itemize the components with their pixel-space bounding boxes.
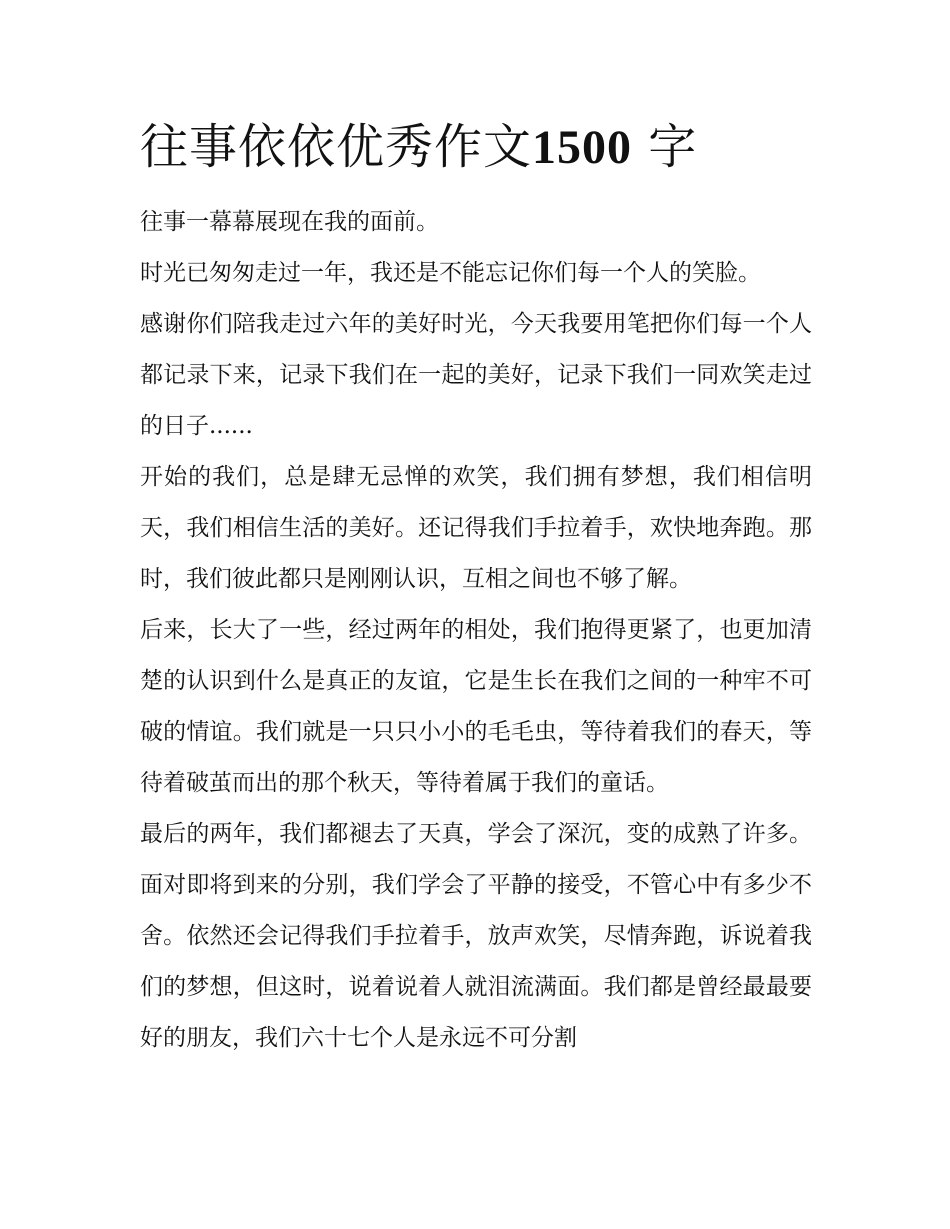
paragraph-2: 时光已匆匆走过一年，我还是不能忘记你们每一个人的笑脸。 <box>140 260 761 286</box>
page-title <box>140 112 812 183</box>
paragraph-6: 最后的两年，我们都褪去了天真，学会了深沉，变的成熟了许多。面对即将到来的分别，我们学会了平静的接受，不管心中有多少不舍。依然还会记得我们手拉着手，放声欢笑，尽情奔跑，诉说着我们的梦想，但这时，说着说着人就泪流满面。我们都是曾经最最要好的朋友，我们六十七个人是永远不可分割 <box>140 821 812 1051</box>
paragraph-5: 后来，长大了一些，经过两年的相处，我们抱得更紧了，也更加清楚的认识到什么是真正的友谊，它是生长在我们之间的一种牢不可破的情谊。我们就是一只只小小的毛毛虫，等待着我们的春天，等待着破茧而出的那个秋天，等待着属于我们的童话。 <box>140 617 812 796</box>
title-text: 往事依依优秀作文 <box>140 119 533 175</box>
document-content <box>140 112 812 1064</box>
paragraph-1: 往事一幕幕展现在我的面前。 <box>140 209 439 235</box>
title-suffix: 字 <box>648 119 698 175</box>
paragraph-4: 开始的我们，总是肆无忌惮的欢笑，我们拥有梦想，我们相信明天，我们相信生活的美好。还记得我们手拉着手，欢快地奔跑。那时，我们彼此都只是刚刚认识，互相之间也不够了解。 <box>140 464 812 592</box>
title-number: 1500 <box>532 121 633 174</box>
paragraph-3: 感谢你们陪我走过六年的美好时光，今天我要用笔把你们每一个人都记录下来，记录下我们在一起的美好，记录下我们一同欢笑走过的日子...... <box>140 311 812 439</box>
